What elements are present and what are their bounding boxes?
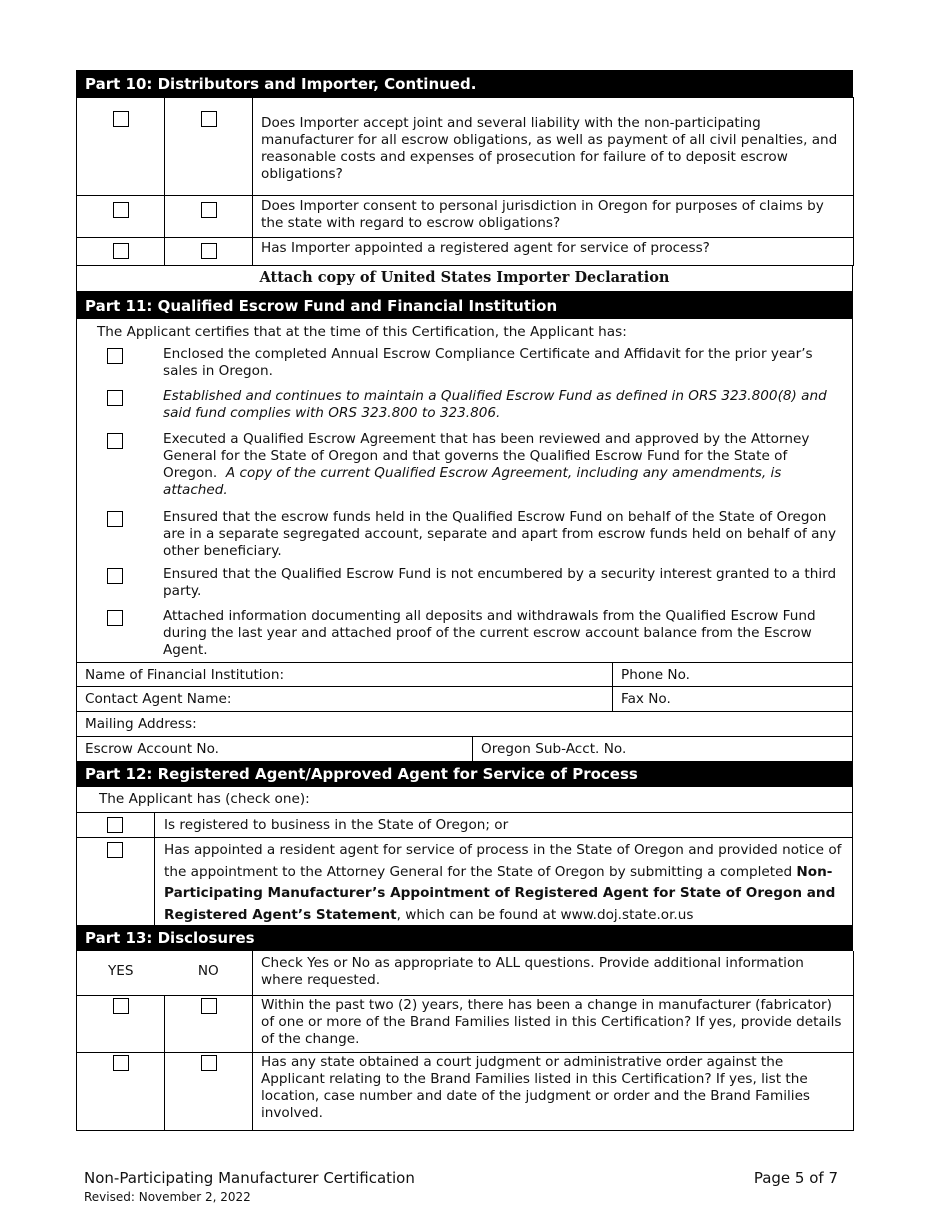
part11-item6-checkbox[interactable] — [107, 610, 123, 626]
part10-q2-no-checkbox[interactable] — [201, 202, 217, 218]
part11-item — [77, 431, 852, 509]
part13-header: Part 13: Disclosures — [76, 926, 853, 951]
financial-institution-row — [76, 662, 853, 687]
part11-item3-italic: A copy of the current Qualified Escrow Agreement, including any amendments, is attached. — [163, 465, 782, 498]
part13-q1-no-checkbox[interactable] — [201, 998, 217, 1014]
part10-q1-yes-checkbox[interactable] — [113, 111, 129, 127]
contact-agent-row — [76, 687, 853, 712]
mailing-address-row — [76, 712, 853, 737]
escrow-account-field[interactable]: Escrow Account No. — [85, 741, 219, 757]
part10-header: Part 10: Distributors and Importer, Continued. — [76, 70, 853, 97]
part10-table — [76, 97, 854, 266]
part13-table — [76, 951, 854, 1131]
registered-agent-form-name: Non-Participating Manufacturer’s Appointment of Registered Agent for State of Oregon and Registered Agent’s Statement — [164, 863, 836, 923]
part12-option-row — [76, 838, 853, 926]
part10-q3-text: Has Importer appointed a registered agent for service of process? — [253, 238, 854, 266]
part11-item4-checkbox[interactable] — [107, 511, 123, 527]
part10-row — [77, 238, 854, 266]
part11-item — [77, 346, 852, 388]
part11-item3-text: Executed a Qualified Escrow Agreement that has been reviewed and approved by the Attorney General for the State of Oregon and that governs the Qualified Escrow Fund for the State of Oregon. A copy of the current Qualified Escrow Agreement, including any amendments, is attached. — [163, 431, 810, 498]
part10-q3-yes-checkbox[interactable] — [113, 243, 129, 259]
part11-item2-text: Established and continues to maintain a Qualified Escrow Fund as defined in ORS 323.800(8) and said fund complies with ORS 323.800 to 323.806. — [163, 388, 827, 421]
part12-option1-checkbox[interactable] — [107, 817, 123, 833]
part10-q1-text: Does Importer accept joint and several liability with the non-participating manufacturer for all escrow obligations, as well as payment of all civil penalties, and reasonable costs and expenses of prosecution for failure of to deposit escrow obligations? — [253, 98, 854, 196]
part13-row — [77, 1052, 854, 1130]
part11-intro: The Applicant certifies that at the time of this Certification, the Applicant has: — [97, 324, 627, 340]
part13-q2-text: Has any state obtained a court judgment or administrative order against the Applicant relating to the Brand Families listed in this Certification? If yes, list the location, case number and date of the judgment or order and the Brand Families involved. — [253, 1052, 854, 1130]
part11-item1-checkbox[interactable] — [107, 348, 123, 364]
part13-row — [77, 995, 854, 1052]
part12-header: Part 12: Registered Agent/Approved Agent for Service of Process — [76, 762, 853, 787]
part11-item3-checkbox[interactable] — [107, 433, 123, 449]
part11-item — [77, 509, 852, 566]
phone-field[interactable]: Phone No. — [612, 663, 852, 686]
attach-importer-declaration-note: Attach copy of United States Importer Declaration — [76, 266, 853, 292]
part13-q2-no-checkbox[interactable] — [201, 1055, 217, 1071]
footer-revised: Revised: November 2, 2022 — [84, 1190, 251, 1204]
part11-certifications — [76, 319, 853, 662]
oregon-sub-account-field[interactable]: Oregon Sub-Acct. No. — [472, 737, 852, 761]
part13-q1-text: Within the past two (2) years, there has been a change in manufacturer (fabricator) of one or more of the Brand Families listed in this Certification? If yes, provide details of the change. — [253, 995, 854, 1052]
footer-title: Non-Participating Manufacturer Certification — [84, 1169, 415, 1187]
part11-item1-text: Enclosed the completed Annual Escrow Compliance Certificate and Affidavit for the prior year’s sales in Oregon. — [163, 346, 813, 379]
no-column-label: NO — [165, 951, 253, 995]
yes-column-label: YES — [77, 951, 165, 995]
part11-item — [77, 388, 852, 431]
part10-q3-no-checkbox[interactable] — [201, 243, 217, 259]
part11-item5-checkbox[interactable] — [107, 568, 123, 584]
part10-q1-no-checkbox[interactable] — [201, 111, 217, 127]
form-page — [76, 70, 853, 1131]
part12-option1-text: Is registered to business in the State of Oregon; or — [164, 817, 509, 833]
part13-header-row — [77, 951, 854, 995]
part10-row — [77, 196, 854, 238]
part12-intro: The Applicant has (check one): — [76, 787, 853, 813]
part12-option2-text: Has appointed a resident agent for service of process in the State of Oregon and provided notice of the appointment to the Attorney General for the State of Oregon by submitting a completed Non-Participating Manufacturer’s Appointment of Registered Agent for State of Oregon and Registered Agent’s Statement, which can be found at www.doj.state.or.us — [164, 842, 842, 923]
part11-item2-checkbox[interactable] — [107, 390, 123, 406]
part11-item5-text: Ensured that the Qualified Escrow Fund is not encumbered by a security interest granted to a third party. — [163, 566, 837, 599]
part10-q2-text: Does Importer consent to personal jurisdiction in Oregon for purposes of claims by the state with regard to escrow obligations? — [253, 196, 854, 238]
part11-header: Part 11: Qualified Escrow Fund and Financial Institution — [76, 292, 853, 319]
fax-field[interactable]: Fax No. — [612, 687, 852, 711]
part10-row — [77, 98, 854, 196]
part13-q2-yes-checkbox[interactable] — [113, 1055, 129, 1071]
mailing-address-field[interactable]: Mailing Address: — [85, 716, 197, 732]
part11-item — [77, 566, 852, 608]
part10-q2-yes-checkbox[interactable] — [113, 202, 129, 218]
part13-instruction: Check Yes or No as appropriate to ALL questions. Provide additional information where requested. — [253, 951, 854, 995]
footer-page-number: Page 5 of 7 — [753, 1169, 838, 1187]
part11-item4-text: Ensured that the escrow funds held in the Qualified Escrow Fund on behalf of the State of Oregon are in a separate segregated account, separate and apart from escrow funds held on behalf of any other beneficiary. — [163, 509, 837, 559]
part11-item6-text: Attached information documenting all deposits and withdrawals from the Qualified Escrow Fund during the last year and attached proof of the current escrow account balance from the Escrow Agent. — [163, 608, 816, 658]
escrow-account-row — [76, 737, 853, 762]
part12-option2-checkbox[interactable] — [107, 842, 123, 858]
contact-agent-field[interactable]: Contact Agent Name: — [85, 691, 232, 707]
part12-option-row — [76, 813, 853, 838]
part11-item — [77, 608, 852, 659]
part13-q1-yes-checkbox[interactable] — [113, 998, 129, 1014]
financial-institution-field[interactable]: Name of Financial Institution: — [85, 667, 285, 683]
